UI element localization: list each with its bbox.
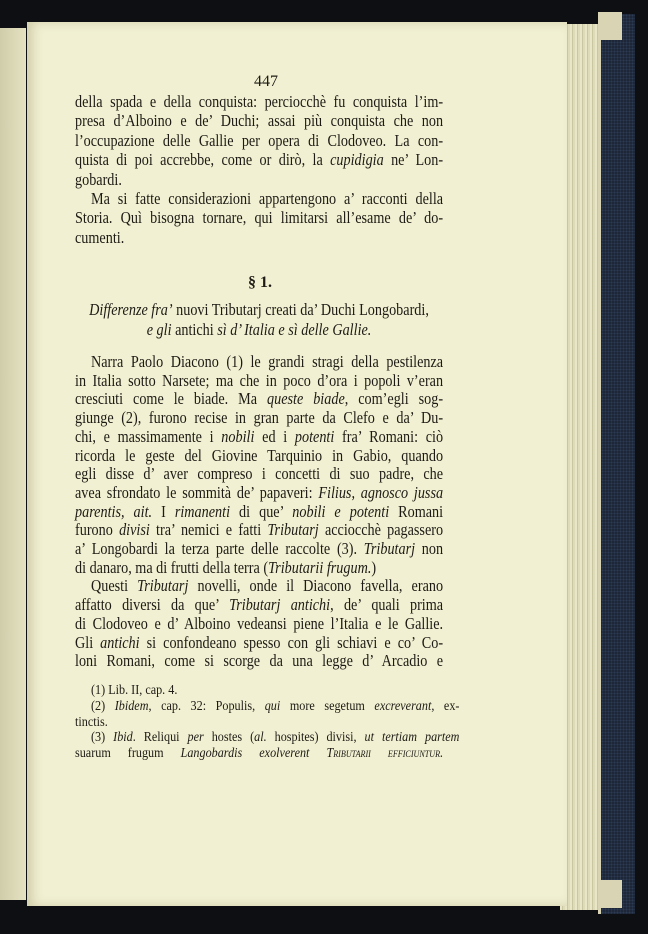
italic-text: Tributarii frugum. <box>268 557 372 577</box>
italic-text: parentis, ait. <box>75 501 153 521</box>
text-run: giunge (2), furono recise in gran parte da Clefo e da’ Du- <box>75 408 444 428</box>
text-run: (1) Lib. II, cap. 4. <box>91 682 178 697</box>
book-cover <box>598 14 635 914</box>
text-run: , cap. 32: Populis, <box>148 697 265 713</box>
text-run: hospites) divisi, <box>266 729 365 745</box>
text-run: Romani <box>389 501 444 521</box>
body-line <box>91 189 443 209</box>
text-run: gobardi. <box>75 170 122 189</box>
text-run: loni Romani, come si scorge da una legge d’ Arcadio e <box>75 651 444 671</box>
italic-text: cupidigia <box>330 150 384 169</box>
text-run: affatto diversi da que’ <box>75 595 230 615</box>
italic-text: nobili e potenti <box>292 501 390 521</box>
text-run: fra’ Romani: ciò <box>334 426 444 446</box>
text-run: a’ Longobardi la terza parte delle raccolte (3). <box>75 539 364 558</box>
cover-corner-top <box>598 12 622 40</box>
body-line <box>75 651 443 671</box>
italic-text: Ibid <box>113 729 133 745</box>
italic-text: qui <box>264 697 281 713</box>
italic-text: Tributarj <box>267 520 319 540</box>
footnote-line <box>75 743 443 763</box>
body-line <box>91 352 443 372</box>
italic-text: queste biade <box>267 389 345 409</box>
text-run: ) <box>371 557 377 577</box>
text-run: acciocchè pagassero <box>318 520 444 540</box>
text-run: ne’ Lon- <box>383 150 444 169</box>
body-line <box>75 446 443 466</box>
body-line <box>75 228 443 248</box>
text-run: more segetum <box>280 697 375 713</box>
text-run: l’occupazione delle Gallie per opera di Clodoveo. La con- <box>75 131 444 150</box>
body-line <box>75 208 443 228</box>
italic-text: divisi <box>119 520 150 540</box>
italic-text: antichi <box>100 632 140 652</box>
text-run: antichi <box>171 319 218 339</box>
section-heading-line <box>75 320 443 340</box>
italic-text: Tributarj <box>363 539 416 558</box>
body-line <box>75 483 443 503</box>
text-run: I <box>152 501 175 521</box>
text-run: Questi <box>91 576 138 596</box>
body-line <box>75 539 443 559</box>
page-number: 447 <box>254 73 278 90</box>
body-line <box>75 111 443 131</box>
text-run: tinctis. <box>75 713 108 729</box>
italic-text: per <box>187 729 204 745</box>
italic-text: ut tertiam partem <box>364 729 460 745</box>
italic-text: Tributarj <box>137 576 189 596</box>
body-line <box>75 92 443 112</box>
text-run: Tributarii efficiuntur. <box>326 745 444 761</box>
italic-text: e gli <box>146 319 172 339</box>
italic-text: Tributarj antichi <box>229 595 331 615</box>
previous-page-edge <box>0 28 26 900</box>
italic-text: rimanenti <box>174 501 231 521</box>
italic-text: Filius, agnosco jussa <box>318 482 444 502</box>
text-run: , com’egli sog- <box>344 389 444 409</box>
text-run: , ex- <box>431 697 460 713</box>
body-line <box>75 520 443 540</box>
text-run: cumenti. <box>75 228 125 247</box>
text-run: Storia. Quì bisogna tornare, qui limitarsi all’esame de’ do- <box>75 208 444 227</box>
body-line <box>75 558 443 578</box>
text-run: non <box>415 539 444 558</box>
text-run: hostes ( <box>203 729 255 745</box>
text-run: di danaro, ma di frutti della terra ( <box>75 557 269 577</box>
text-run: di Clodoveo e d’ Alboino vedeansi piene l’Italia e le Gallie. <box>75 613 444 633</box>
text-run: cresciuti come le biade. Ma <box>75 389 268 409</box>
italic-text: Differenze fra’ <box>89 300 173 319</box>
text-run: Ma si fatte considerazioni appartengono a’ racconti della <box>91 189 444 208</box>
text-run: si confondeano spesso con gli schiavi e co’ Co- <box>139 632 444 652</box>
section-heading-line <box>75 300 443 320</box>
body-line <box>75 131 443 151</box>
body-line <box>75 633 443 653</box>
text-run: furono <box>75 520 120 540</box>
text-run: , de’ quali prima <box>330 595 444 615</box>
text-run: (3) <box>91 729 114 745</box>
text-run: ricorda le geste del Giovine Tarquinio in Gabio, quando <box>75 445 444 465</box>
text-run: in Italia sotto Narsete; ma che in poco d’ora i popoli v’eran <box>75 370 444 390</box>
text-run: Gli <box>75 632 101 652</box>
body-line <box>91 576 443 596</box>
cover-corner-bottom <box>598 880 622 908</box>
text-run: quista di poi accrebbe, come or dirò, la <box>75 150 331 169</box>
italic-text: nobili <box>221 426 255 446</box>
body-line <box>75 427 443 447</box>
body-line <box>75 614 443 634</box>
text-run: Narra Paolo Diacono (1) le grandi stragi della pestilenza <box>91 352 444 371</box>
italic-text: potenti <box>294 426 335 446</box>
body-line <box>75 595 443 615</box>
text-run: egli disse d’ aver compreso i concetti di suo padre, che <box>75 464 444 484</box>
body-line <box>75 389 443 409</box>
italic-text: sì d’ Italia e sì delle Gallie. <box>217 319 372 339</box>
text-run: suarum frugum <box>75 745 181 761</box>
text-run: novelli, onde il Diacono favella, erano <box>188 576 444 596</box>
text-run: . Reliqui <box>132 729 188 745</box>
body-line <box>75 371 443 391</box>
text-run: avea sfrondato le sommità de’ papaveri: <box>75 482 319 502</box>
text-run: (2) <box>91 697 115 713</box>
italic-text: Langobardis exolverent <box>180 745 310 761</box>
body-line <box>75 150 443 170</box>
text-run: presa d’Alboino e de’ Duchi; assai più conquista che non <box>75 111 444 130</box>
section-mark: § 1. <box>248 274 272 291</box>
text-run: nuovi Tributarj creati da’ Duchi Longobardi, <box>172 300 429 319</box>
italic-text: excreverant <box>374 697 432 713</box>
text-run: tra’ nemici e fatti <box>149 520 268 540</box>
italic-text: Ibidem <box>114 697 149 713</box>
body-line <box>75 408 443 428</box>
body-line <box>75 170 443 190</box>
body-line <box>75 464 443 484</box>
body-line <box>75 502 443 522</box>
text-run: chi, e massimamente i <box>75 426 222 446</box>
text-run <box>309 745 326 760</box>
italic-text: al. <box>254 729 267 745</box>
text-run: ed i <box>254 426 295 446</box>
text-run: della spada e della conquista: perciocchè fu conquista l’im- <box>75 92 444 111</box>
text-run: di que’ <box>230 501 293 521</box>
